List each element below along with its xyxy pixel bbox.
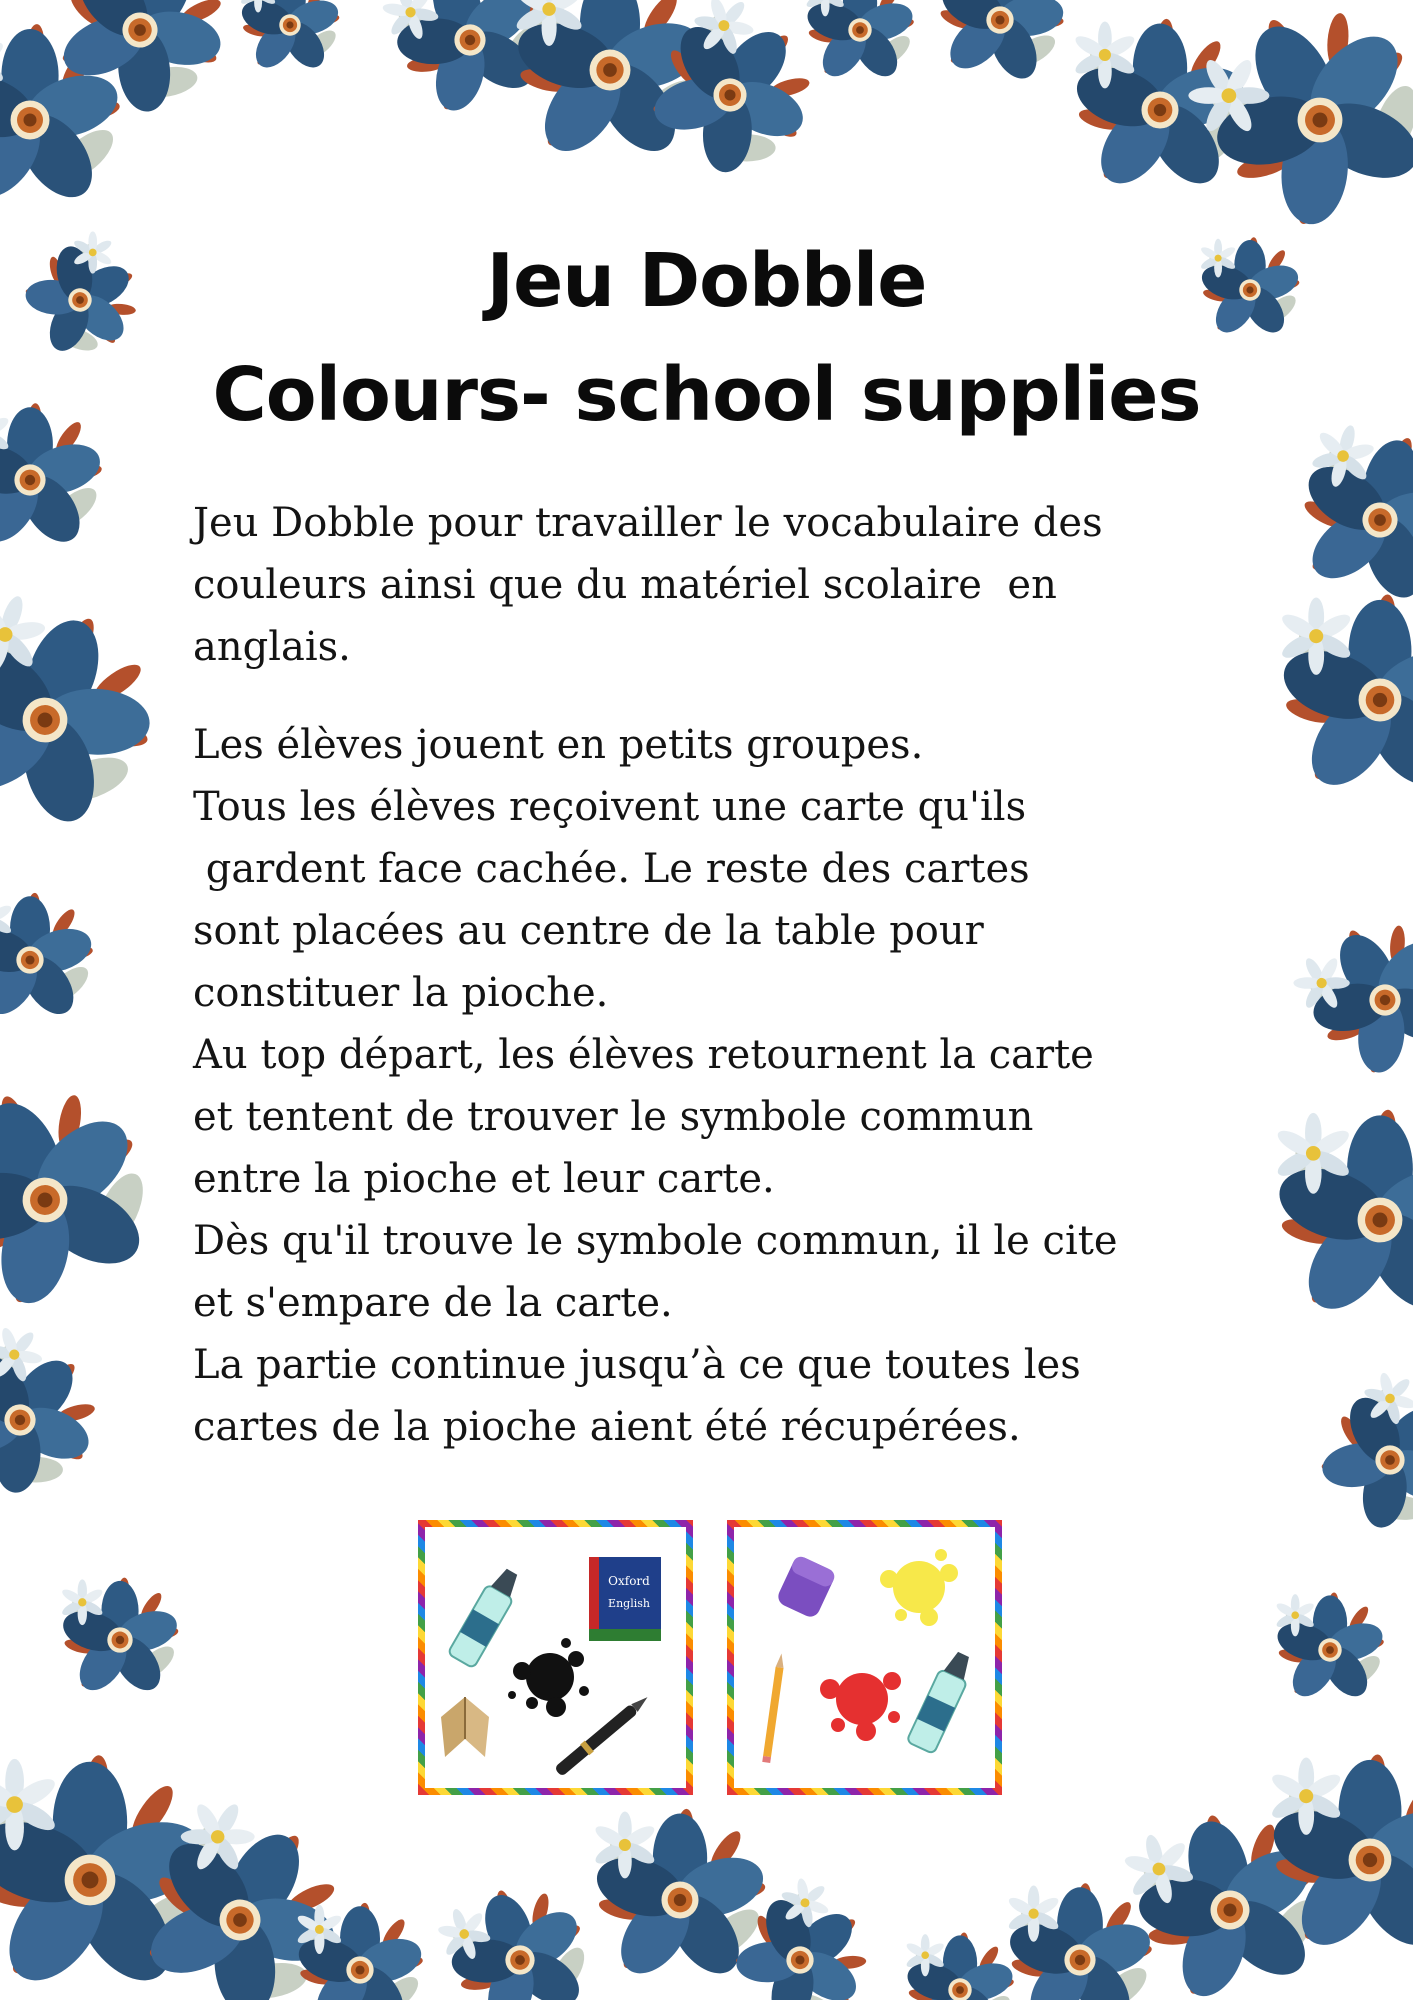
rules-line: et s'empare de la carte.: [193, 1280, 673, 1326]
rules-line: constituer la pioche.: [193, 970, 609, 1016]
dictionary-icon: [589, 1557, 661, 1641]
rules-line: entre la pioche et leur carte.: [193, 1156, 775, 1202]
dictionary-language: English: [608, 1597, 650, 1610]
dobble-card-2: [727, 1520, 1002, 1795]
rules-line: Au top départ, les élèves retournent la carte: [193, 1032, 1094, 1078]
bottom-flowers: [0, 1754, 1413, 2000]
ink-splash-icon: [508, 1638, 589, 1717]
rules-line: Tous les élèves reçoivent une carte qu'ils: [193, 784, 1027, 830]
card-1-symbols: [425, 1527, 686, 1788]
dictionary-brand: Oxford: [608, 1574, 650, 1588]
yellow-splash-icon: [880, 1549, 958, 1626]
title-line-1: Jeu Dobble: [486, 238, 927, 324]
highlighter-icon: [448, 1564, 525, 1668]
rules-line: Les élèves jouent en petits groupes.: [193, 722, 924, 768]
highlighter-icon: [906, 1648, 977, 1754]
rules-line: cartes de la pioche aient été récupérées.: [193, 1404, 1021, 1450]
rules-line: et tentent de trouver le symbole commun: [193, 1094, 1034, 1140]
intro-line: Jeu Dobble pour travailler le vocabulaire des: [193, 500, 1103, 546]
right-flowers: [1270, 414, 1413, 1705]
rules-line: sont placées au centre de la table pour: [193, 908, 984, 954]
book-icon: [441, 1697, 489, 1757]
intro-paragraph: [193, 492, 1253, 678]
rules-line: gardent face cachée. Le reste des cartes: [193, 846, 1030, 892]
rules-line: La partie continue jusqu’à ce que toutes les: [193, 1342, 1081, 1388]
left-flowers: [0, 403, 188, 1699]
rules-line: Dès qu'il trouve le symbole commun, il le cite: [193, 1218, 1118, 1264]
dobble-card-1: [418, 1520, 693, 1795]
pencil-icon: [762, 1653, 785, 1763]
eraser-icon: [775, 1554, 837, 1620]
intro-line: couleurs ainsi que du matériel scolaire en: [193, 562, 1057, 608]
red-splash-icon: [820, 1672, 901, 1741]
rules-paragraph: [193, 714, 1253, 1458]
intro-line: anglais.: [193, 624, 351, 670]
title-line-2: Colours- school supplies: [212, 352, 1201, 438]
pen-icon: [553, 1692, 652, 1778]
card-2-symbols: [734, 1527, 995, 1788]
